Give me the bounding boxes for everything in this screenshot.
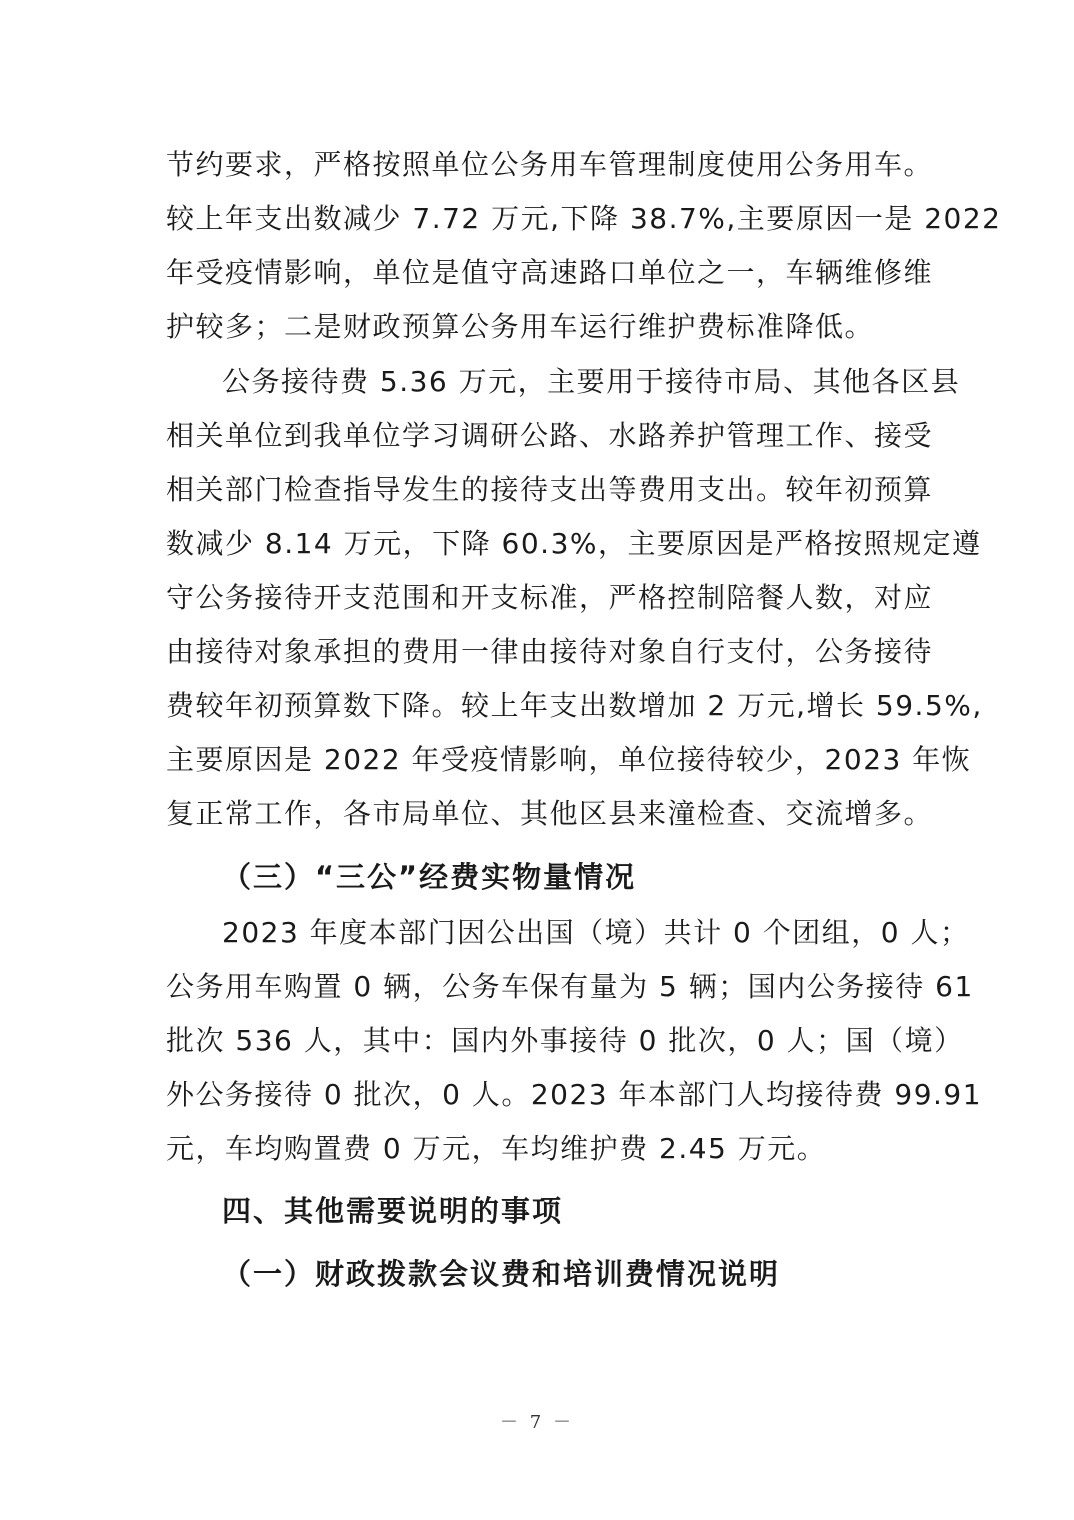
text-line: 元，车均购置费 0 万元，车均维护费 2.45 万元。 <box>166 1132 827 1165</box>
text-line: 相关部门检查指导发生的接待支出等费用支出。较年初预算 <box>166 473 934 506</box>
text-line: 节约要求，严格按照单位公务用车管理制度使用公务用车。 <box>166 148 934 181</box>
section-heading-other-matters: 四、其他需要说明的事项 <box>222 1194 564 1228</box>
paragraph-physical-quantity <box>166 906 983 1176</box>
text-line: 较上年支出数减少 7.72 万元,下降 38.7%,主要原因一是 2022 <box>166 202 1002 235</box>
paragraph-vehicle-expense <box>166 138 1002 354</box>
text-line: 复正常工作，各市局单位、其他区县来潼检查、交流增多。 <box>166 797 934 830</box>
text-line: 费较年初预算数下降。较上年支出数增加 2 万元,增长 59.5%, <box>166 689 983 722</box>
section-heading-meeting-training: （一）财政拨款会议费和培训费情况说明 <box>222 1257 781 1291</box>
text-line: 批次 536 人，其中：国内外事接待 0 批次，0 人；国（境） <box>166 1024 964 1057</box>
text-line: 外公务接待 0 批次，0 人。2023 年本部门人均接待费 99.91 <box>166 1078 983 1111</box>
text-line: 年受疫情影响，单位是值守高速路口单位之一，车辆维修维 <box>166 256 934 289</box>
text-line: 公务接待费 5.36 万元，主要用于接待市局、其他各区县 <box>222 365 961 398</box>
page-number: － 7 － <box>500 1412 574 1433</box>
section-heading-physical-quantity: （三）“三公”经费实物量情况 <box>222 860 637 894</box>
text-line: 2023 年度本部门因公出国（境）共计 0 个团组，0 人； <box>222 916 970 949</box>
text-line: 公务用车购置 0 辆，公务车保有量为 5 辆；国内公务接待 61 <box>166 970 974 1003</box>
text-line: 主要原因是 2022 年受疫情影响，单位接待较少，2023 年恢 <box>166 743 972 776</box>
text-line: 护较多；二是财政预算公务用车运行维护费标准降低。 <box>166 310 875 343</box>
text-line: 相关单位到我单位学习调研公路、水路养护管理工作、接受 <box>166 419 934 452</box>
paragraph-reception-expense <box>166 355 983 841</box>
text-line: 守公务接待开支范围和开支标准，严格控制陪餐人数，对应 <box>166 581 934 614</box>
text-line: 由接待对象承担的费用一律由接待对象自行支付，公务接待 <box>166 635 934 668</box>
text-line: 数减少 8.14 万元，下降 60.3%，主要原因是严格按照规定遵 <box>166 527 982 560</box>
